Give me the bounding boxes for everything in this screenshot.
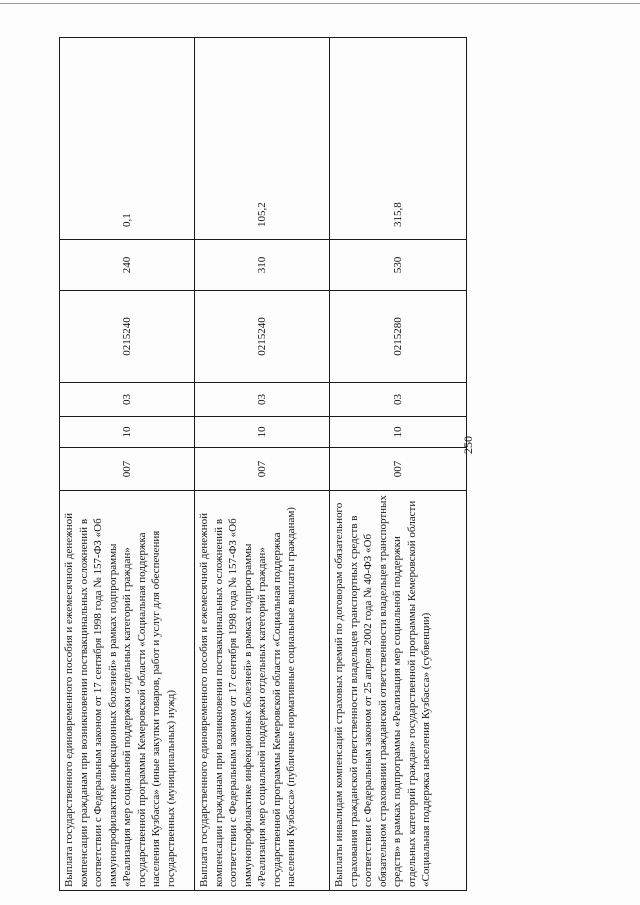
budget-table-frame: [59, 38, 456, 891]
subsection-code: 03: [195, 383, 330, 417]
ministry-code: 007: [330, 448, 467, 491]
amount: 315,8: [330, 38, 467, 240]
subsection-code: 03: [330, 383, 467, 417]
table-row: [330, 38, 467, 891]
expense-type-code: 310: [195, 240, 330, 291]
budget-table-rotated: [59, 38, 456, 891]
expense-type-code: 240: [60, 240, 195, 291]
row-description: Выплата государственного единовременного пособия и ежемесячной денежной компенсации гражданам при возникновении поствакцинальных осложнений в соответствии с Федеральным законом от 17 сентября 1998 года № 157-ФЗ «Об иммунопрофилактике инфекционных болезней» в рамках подпрограммы «Реализация мер социальной поддержки отдельных категорий граждан» государственной программы Кемеровской области «Социальная поддержка населения Кузбасса» (иные закупки товаров, работ и услуг для обеспечения государственных (муниципальных) нужд): [60, 491, 195, 891]
amount: 0,1: [60, 38, 195, 240]
subsection-code: 03: [60, 383, 195, 417]
section-code: 10: [330, 417, 467, 448]
target-article-code: 0215240: [60, 291, 195, 383]
expense-type-code: 530: [330, 240, 467, 291]
table-row: [195, 38, 330, 891]
page-number: 250: [461, 436, 475, 454]
row-description: Выплаты инвалидам компенсаций страховых премий по договорам обязательного страхования гражданской ответственности владельцев транспортных средств в соответствии с Федеральным законом от 25 апреля 2002 года № 40-ФЗ «Об обязательном страховании гражданской ответственности владельцев транспортных средств» в рамках подпрограммы «Реализация мер социальной поддержки отдельных категорий граждан» государственной программы Кемеровской области «Социальная поддержка населения Кузбасса» (субвенции): [330, 491, 467, 891]
amount: 105,2: [195, 38, 330, 240]
section-code: 10: [195, 417, 330, 448]
row-description: Выплата государственного единовременного пособия и ежемесячной денежной компенсации гражданам при возникновении поствакцинальных осложнений в соответствии с Федеральным законом от 17 сентября 1998 года № 157-ФЗ «Об иммунопрофилактике инфекционных болезней» в рамках подпрограммы «Реализация мер социальной поддержки отдельных категорий граждан» государственной программы Кемеровской области «Социальная поддержка населения Кузбасса» (публичные нормативные социальные выплаты гражданам): [195, 491, 330, 891]
ministry-code: 007: [195, 448, 330, 491]
scan-edge-line: [0, 3, 640, 4]
target-article-code: 0215240: [195, 291, 330, 383]
section-code: 10: [60, 417, 195, 448]
budget-table: [59, 37, 467, 891]
ministry-code: 007: [60, 448, 195, 491]
target-article-code: 0215280: [330, 291, 467, 383]
table-row: [60, 38, 195, 891]
